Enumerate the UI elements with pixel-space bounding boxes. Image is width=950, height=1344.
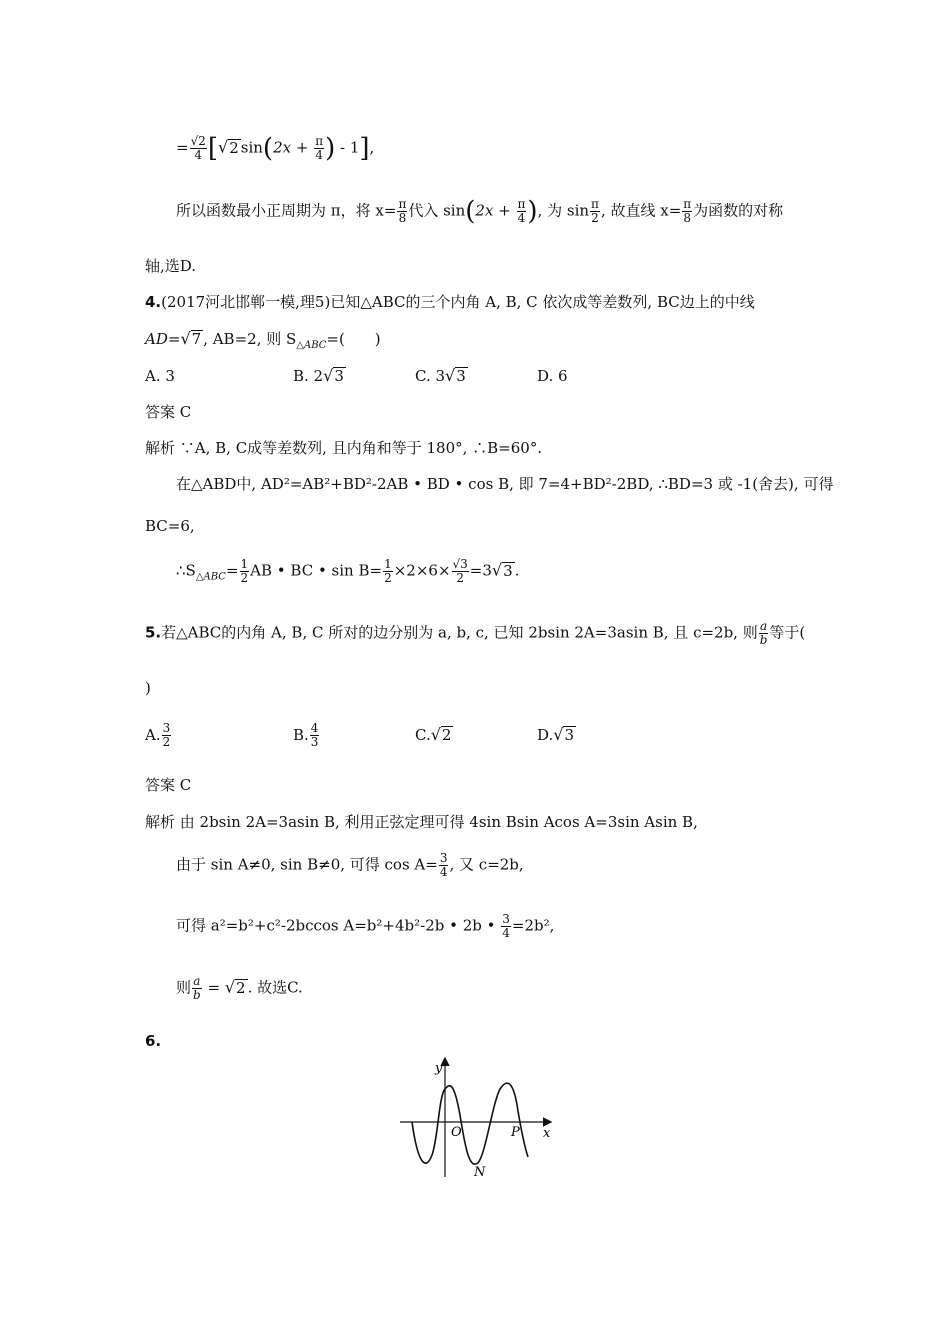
solution-line-2 — [176, 198, 783, 225]
text: 等于( — [769, 623, 806, 642]
option-b[interactable]: B. $\frac{4}{3}$ — [293, 721, 319, 749]
fraction-pi-over-4: $\frac{\pi}{4}$ — [315, 134, 324, 162]
fraction-one-half: $\frac{1}{2}$ — [384, 557, 392, 585]
bracket-open: [ — [207, 133, 219, 164]
question-5-solution-1: 解析 由 2bsin 2A=3asin B, 利用正弦定理可得 4sin Bsin Acos A=3sin Asin B, — [145, 813, 698, 831]
text: , 故直线 x= — [600, 201, 682, 220]
bracket-close: ] — [359, 133, 370, 164]
option-a[interactable]: A. 3 — [145, 367, 175, 385]
question-text: 若△ABC的内角 A, B, C 所对的边分别为 a, b, c, 已知 2bsin 2A=3asin B, 且 c=2b, 则 — [161, 623, 758, 642]
radical-sign: √ — [491, 560, 503, 580]
radicand: 7 — [191, 330, 202, 348]
text: , AB=2, 则 S — [203, 330, 297, 348]
radical-sign: √ — [224, 977, 236, 997]
question-4-solution-1: 解析 ∵A, B, C成等差数列, 且内角和等于 180°, ∴B=60°. — [145, 439, 543, 457]
text: . — [514, 561, 520, 580]
label-o: O — [451, 1125, 462, 1140]
text: AB • BC • sin B= — [250, 561, 383, 580]
question-number: 4. — [145, 293, 162, 311]
radicand: 2 — [229, 138, 239, 157]
paren-open: ( — [262, 133, 274, 164]
radicand: 3 — [503, 561, 513, 580]
option-c[interactable]: C.√2 — [415, 724, 452, 744]
text: = — [202, 978, 225, 997]
paren-open: ( — [465, 196, 476, 227]
solution-line-3: 轴,选D. — [145, 257, 197, 275]
text: =2b², — [511, 916, 555, 935]
fraction-a-over-b: $\frac{a}{b}$ — [193, 974, 201, 1002]
fraction: $\frac{\pi}{4}$ — [517, 197, 526, 225]
fraction-three-quarters: $\frac{3}{4}$ — [439, 851, 448, 879]
text: 可得 a²=b²+c²-2bccos A=b²+4b²-2b • 2b • — [176, 916, 501, 935]
text: 为函数的对称 — [693, 201, 784, 220]
fraction-one-half: $\frac{1}{2}$ — [240, 557, 249, 585]
equals-sign: = — [176, 138, 189, 157]
option-d[interactable]: D.√3 — [537, 724, 575, 744]
question-5-solution-4 — [176, 975, 303, 1002]
label-x: x — [543, 1126, 551, 1141]
radical-sign: √ — [180, 329, 191, 348]
text: 所以函数最小正周期为 π，将 x= — [176, 201, 397, 220]
question-5-options — [145, 722, 576, 749]
minus-one: - 1 — [335, 138, 360, 157]
text: ∴S — [176, 561, 196, 580]
question-5-close-paren: ) — [145, 679, 151, 697]
fraction: $\frac{\pi}{2}$ — [591, 197, 599, 225]
question-4-solution-3: BC=6, — [145, 517, 195, 535]
question-4-solution-4 — [176, 558, 519, 588]
question-text: (2017河北邯郸一模,理5)已知△ABC的三个内角 A, B, C 依次成等差数列, BC边上的中线 — [161, 293, 755, 311]
text: 由于 sin A≠0, sin B≠0, 可得 cos A= — [176, 855, 438, 874]
fraction-sqrt3-over-2: $\frac{√3}{2}$ — [452, 557, 468, 585]
label-p: P — [511, 1125, 520, 1140]
option-a[interactable]: A. $\frac{3}{2}$ — [145, 721, 171, 749]
argument: 2x + — [273, 138, 314, 157]
fraction-sqrt2-over-4: $\frac{√2}{4}$ — [190, 134, 206, 162]
question-4-answer: 答案 C — [145, 403, 192, 421]
option-d[interactable]: D. 6 — [537, 367, 568, 385]
text: ×2×6× — [393, 561, 451, 580]
fraction: $\frac{\pi}{8}$ — [398, 197, 407, 225]
fraction-a-over-b: $\frac{a}{b}$ — [759, 619, 768, 647]
radicand: 2 — [236, 978, 246, 997]
question-number: 5. — [145, 623, 162, 642]
text: =3 — [469, 561, 492, 580]
sine-graph — [398, 1055, 558, 1180]
text: , 又 c=2b, — [449, 855, 524, 874]
text: =( ) — [326, 330, 381, 348]
question-4-options — [145, 366, 568, 386]
argument: 2x + — [475, 201, 516, 220]
question-4-stem-line-2 — [145, 329, 381, 356]
question-5-answer: 答案 C — [145, 776, 192, 794]
question-6-number: 6. — [145, 1032, 162, 1050]
comma: , — [369, 138, 375, 157]
subscript: △ABC — [195, 571, 226, 583]
radical-sign: √ — [218, 137, 229, 157]
text: = — [225, 561, 239, 580]
subscript: △ABC — [296, 340, 327, 351]
text: . 故选C. — [247, 978, 303, 997]
fraction: $\frac{\pi}{8}$ — [683, 197, 692, 225]
question-5-solution-3 — [176, 913, 554, 940]
fraction-three-quarters: $\frac{3}{4}$ — [502, 912, 510, 940]
question-5-solution-2 — [176, 852, 524, 879]
text: 代入 sin — [408, 201, 466, 220]
option-c[interactable]: C. 3√3 — [415, 366, 466, 385]
sin-label: sin — [240, 138, 263, 157]
paren-close: ) — [325, 133, 336, 164]
sine-curve — [412, 1083, 528, 1164]
label-y: y — [435, 1061, 443, 1076]
question-4-stem — [145, 292, 755, 312]
paren-close: ) — [527, 196, 538, 227]
label-n: N — [474, 1165, 486, 1180]
solution-line-1 — [176, 135, 374, 162]
text: 则 — [176, 978, 192, 997]
question-5-stem — [145, 620, 805, 647]
question-4-solution-2: 在△ABD中, AD²=AB²+BD²-2AB • BD • cos B, 即 7=4+BD²-2BD, ∴BD=3 或 -1(舍去), 可得 — [176, 475, 834, 493]
text: , 为 sin — [537, 201, 590, 220]
option-b[interactable]: B. 2√3 — [293, 366, 344, 385]
text: AD= — [145, 330, 181, 348]
